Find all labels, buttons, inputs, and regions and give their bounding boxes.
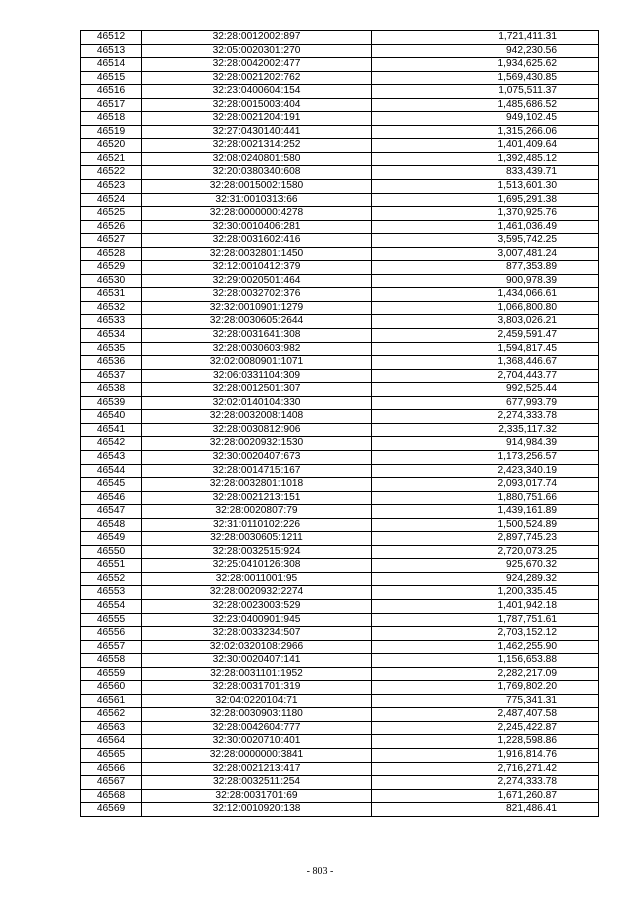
- amount-cell: 2,282,217.09: [372, 667, 599, 681]
- amount-cell: 1,315,266.06: [372, 125, 599, 139]
- amount-cell: 1,200,335.45: [372, 586, 599, 600]
- table-row: [81, 681, 599, 695]
- cadastral-number-cell: 32:28:0031701:319: [142, 681, 372, 695]
- row-number-cell: 46521: [81, 152, 142, 166]
- cadastral-number-cell: 32:08:0240801:580: [142, 152, 372, 166]
- row-number-cell: 46544: [81, 464, 142, 478]
- cadastral-number-cell: 32:28:0042002:477: [142, 58, 372, 72]
- amount-cell: 1,461,036.49: [372, 220, 599, 234]
- cadastral-number-cell: 32:29:0020501:464: [142, 274, 372, 288]
- cadastral-number-cell: 32:28:0021213:417: [142, 762, 372, 776]
- row-number-cell: 46555: [81, 613, 142, 627]
- cadastral-number-cell: 32:28:0015002:1580: [142, 180, 372, 194]
- amount-cell: 1,173,256.57: [372, 450, 599, 464]
- table-row: [81, 58, 599, 72]
- row-number-cell: 46567: [81, 776, 142, 790]
- row-number-cell: 46549: [81, 532, 142, 546]
- cadastral-number-cell: 32:20:0380340:608: [142, 166, 372, 180]
- amount-cell: 1,066,800.80: [372, 301, 599, 315]
- row-number-cell: 46529: [81, 261, 142, 275]
- amount-cell: 1,228,598.86: [372, 735, 599, 749]
- table-row: [81, 478, 599, 492]
- row-number-cell: 46564: [81, 735, 142, 749]
- row-number-cell: 46523: [81, 180, 142, 194]
- table-row: [81, 152, 599, 166]
- row-number-cell: 46554: [81, 599, 142, 613]
- cadastral-number-cell: 32:28:0020932:2274: [142, 586, 372, 600]
- table-row: [81, 735, 599, 749]
- table-row: [81, 627, 599, 641]
- row-number-cell: 46547: [81, 505, 142, 519]
- cadastral-number-cell: 32:28:0030903:1180: [142, 708, 372, 722]
- cadastral-number-cell: 32:02:0320108:2966: [142, 640, 372, 654]
- table-row: [81, 71, 599, 85]
- row-number-cell: 46569: [81, 803, 142, 817]
- amount-cell: 1,934,625.62: [372, 58, 599, 72]
- row-number-cell: 46562: [81, 708, 142, 722]
- table-row: [81, 532, 599, 546]
- row-number-cell: 46557: [81, 640, 142, 654]
- table-row: [81, 261, 599, 275]
- table-row: [81, 491, 599, 505]
- amount-cell: 1,787,751.61: [372, 613, 599, 627]
- table-row: [81, 112, 599, 126]
- amount-cell: 1,513,601.30: [372, 180, 599, 194]
- row-number-cell: 46551: [81, 559, 142, 573]
- amount-cell: 1,370,925.76: [372, 207, 599, 221]
- row-number-cell: 46541: [81, 423, 142, 437]
- row-number-cell: 46561: [81, 694, 142, 708]
- page-number: - 803 -: [306, 866, 334, 877]
- amount-cell: 1,916,814.76: [372, 748, 599, 762]
- table-row: [81, 599, 599, 613]
- cadastral-number-cell: 32:30:0020407:673: [142, 450, 372, 464]
- amount-cell: 2,897,745.23: [372, 532, 599, 546]
- row-number-cell: 46553: [81, 586, 142, 600]
- amount-cell: 877,353.89: [372, 261, 599, 275]
- cadastral-number-cell: 32:28:0032511:254: [142, 776, 372, 790]
- table-row: [81, 721, 599, 735]
- table-row: [81, 803, 599, 817]
- cadastral-number-cell: 32:28:0030603:982: [142, 342, 372, 356]
- cadastral-number-cell: 32:23:0400604:154: [142, 85, 372, 99]
- cadastral-number-cell: 32:32:0010901:1279: [142, 301, 372, 315]
- amount-cell: 2,459,591.47: [372, 329, 599, 343]
- amount-cell: 914,984.39: [372, 437, 599, 451]
- cadastral-number-cell: 32:06:0331104:309: [142, 369, 372, 383]
- cadastral-number-cell: 32:28:0021204:191: [142, 112, 372, 126]
- table-row: [81, 31, 599, 45]
- cadastral-number-cell: 32:30:0010406:281: [142, 220, 372, 234]
- amount-cell: 2,274,333.78: [372, 776, 599, 790]
- amount-cell: 949,102.45: [372, 112, 599, 126]
- cadastral-number-cell: 32:28:0011001:95: [142, 572, 372, 586]
- table-row: [81, 654, 599, 668]
- row-number-cell: 46568: [81, 789, 142, 803]
- cadastral-number-cell: 32:02:0140104:330: [142, 396, 372, 410]
- amount-cell: 1,485,686.52: [372, 98, 599, 112]
- row-number-cell: 46525: [81, 207, 142, 221]
- table-row: [81, 180, 599, 194]
- row-number-cell: 46516: [81, 85, 142, 99]
- row-number-cell: 46539: [81, 396, 142, 410]
- cadastral-number-cell: 32:28:0012002:897: [142, 31, 372, 45]
- table-row: [81, 776, 599, 790]
- cadastral-number-cell: 32:02:0080901:1071: [142, 356, 372, 370]
- row-number-cell: 46518: [81, 112, 142, 126]
- cadastral-number-cell: 32:05:0020301:270: [142, 44, 372, 58]
- row-number-cell: 46530: [81, 274, 142, 288]
- row-number-cell: 46534: [81, 329, 142, 343]
- row-number-cell: 46552: [81, 572, 142, 586]
- table-row: [81, 220, 599, 234]
- row-number-cell: 46537: [81, 369, 142, 383]
- table-row: [81, 464, 599, 478]
- table-row: [81, 694, 599, 708]
- table-row: [81, 301, 599, 315]
- row-number-cell: 46556: [81, 627, 142, 641]
- cadastral-number-cell: 32:12:0010920:138: [142, 803, 372, 817]
- cadastral-number-cell: 32:04:0220104:71: [142, 694, 372, 708]
- cadastral-number-cell: 32:28:0030812:906: [142, 423, 372, 437]
- cadastral-number-cell: 32:28:0030605:1211: [142, 532, 372, 546]
- row-number-cell: 46545: [81, 478, 142, 492]
- row-number-cell: 46520: [81, 139, 142, 153]
- table-row: [81, 410, 599, 424]
- row-number-cell: 46527: [81, 234, 142, 248]
- cadastral-number-cell: 32:28:0031602:416: [142, 234, 372, 248]
- row-number-cell: 46532: [81, 301, 142, 315]
- row-number-cell: 46515: [81, 71, 142, 85]
- amount-cell: 2,274,333.78: [372, 410, 599, 424]
- table-row: [81, 613, 599, 627]
- table-row: [81, 98, 599, 112]
- amount-cell: 1,392,485.12: [372, 152, 599, 166]
- row-number-cell: 46563: [81, 721, 142, 735]
- row-number-cell: 46531: [81, 288, 142, 302]
- amount-cell: 992,525.44: [372, 383, 599, 397]
- cadastral-number-cell: 32:28:0023003:529: [142, 599, 372, 613]
- table-row: [81, 44, 599, 58]
- cadastral-number-cell: 32:25:0410126:308: [142, 559, 372, 573]
- cadastral-number-cell: 32:28:0042604:777: [142, 721, 372, 735]
- amount-cell: 677,993.79: [372, 396, 599, 410]
- cadastral-number-cell: 32:28:0000000:4278: [142, 207, 372, 221]
- amount-cell: 1,401,942.18: [372, 599, 599, 613]
- table-row: [81, 748, 599, 762]
- table-row: [81, 383, 599, 397]
- table-row: [81, 274, 599, 288]
- cadastral-number-cell: 32:28:0032702:376: [142, 288, 372, 302]
- table-row: [81, 139, 599, 153]
- amount-cell: 821,486.41: [372, 803, 599, 817]
- amount-cell: 2,335,117.32: [372, 423, 599, 437]
- table-row: [81, 342, 599, 356]
- table-row: [81, 356, 599, 370]
- cadastral-number-cell: 32:12:0010412:379: [142, 261, 372, 275]
- table-row: [81, 505, 599, 519]
- table-row: [81, 247, 599, 261]
- amount-cell: 1,439,161.89: [372, 505, 599, 519]
- table-row: [81, 193, 599, 207]
- amount-cell: 900,978.39: [372, 274, 599, 288]
- cadastral-number-cell: 32:23:0400901:945: [142, 613, 372, 627]
- amount-cell: 833,439.71: [372, 166, 599, 180]
- amount-cell: 1,594,817.45: [372, 342, 599, 356]
- cadastral-number-cell: 32:28:0031101:1952: [142, 667, 372, 681]
- row-number-cell: 46538: [81, 383, 142, 397]
- amount-cell: 775,341.31: [372, 694, 599, 708]
- table-row: [81, 329, 599, 343]
- cadastral-number-cell: 32:27:0430140:441: [142, 125, 372, 139]
- amount-cell: 2,703,152.12: [372, 627, 599, 641]
- cadastral-value-table: [80, 30, 599, 817]
- amount-cell: 3,595,742.25: [372, 234, 599, 248]
- table-row: [81, 423, 599, 437]
- table-row: [81, 207, 599, 221]
- table-body: [81, 31, 599, 817]
- amount-cell: 1,156,653.88: [372, 654, 599, 668]
- amount-cell: 2,716,271.42: [372, 762, 599, 776]
- cadastral-number-cell: 32:28:0021202:762: [142, 71, 372, 85]
- table-row: [81, 708, 599, 722]
- table-row: [81, 667, 599, 681]
- amount-cell: 3,007,481.24: [372, 247, 599, 261]
- row-number-cell: 46548: [81, 518, 142, 532]
- cadastral-number-cell: 32:28:0012501:307: [142, 383, 372, 397]
- table-row: [81, 166, 599, 180]
- amount-cell: 1,695,291.38: [372, 193, 599, 207]
- cadastral-number-cell: 32:28:0014715:167: [142, 464, 372, 478]
- amount-cell: 2,093,017.74: [372, 478, 599, 492]
- cadastral-number-cell: 32:28:0021314:252: [142, 139, 372, 153]
- amount-cell: 942,230.56: [372, 44, 599, 58]
- amount-cell: 1,434,066.61: [372, 288, 599, 302]
- amount-cell: 925,670.32: [372, 559, 599, 573]
- row-number-cell: 46540: [81, 410, 142, 424]
- row-number-cell: 46513: [81, 44, 142, 58]
- row-number-cell: 46565: [81, 748, 142, 762]
- cadastral-number-cell: 32:28:0015003:404: [142, 98, 372, 112]
- cadastral-number-cell: 32:28:0031701:69: [142, 789, 372, 803]
- cadastral-number-cell: 32:30:0020407:141: [142, 654, 372, 668]
- table-row: [81, 437, 599, 451]
- table-row: [81, 572, 599, 586]
- cadastral-number-cell: 32:28:0032801:1018: [142, 478, 372, 492]
- table-row: [81, 315, 599, 329]
- cadastral-number-cell: 32:28:0030605:2644: [142, 315, 372, 329]
- table-row: [81, 125, 599, 139]
- amount-cell: 2,245,422.87: [372, 721, 599, 735]
- table-row: [81, 450, 599, 464]
- cadastral-number-cell: 32:31:0010313:66: [142, 193, 372, 207]
- table-row: [81, 586, 599, 600]
- row-number-cell: 46522: [81, 166, 142, 180]
- row-number-cell: 46517: [81, 98, 142, 112]
- row-number-cell: 46542: [81, 437, 142, 451]
- cadastral-number-cell: 32:31:0110102:226: [142, 518, 372, 532]
- table-row: [81, 789, 599, 803]
- amount-cell: 2,423,340.19: [372, 464, 599, 478]
- row-number-cell: 46519: [81, 125, 142, 139]
- amount-cell: 2,487,407.58: [372, 708, 599, 722]
- amount-cell: 1,721,411.31: [372, 31, 599, 45]
- table-row: [81, 288, 599, 302]
- amount-cell: 1,880,751.66: [372, 491, 599, 505]
- table-row: [81, 369, 599, 383]
- table-row: [81, 762, 599, 776]
- amount-cell: 1,075,511.37: [372, 85, 599, 99]
- row-number-cell: 46543: [81, 450, 142, 464]
- row-number-cell: 46566: [81, 762, 142, 776]
- row-number-cell: 46536: [81, 356, 142, 370]
- table-row: [81, 559, 599, 573]
- amount-cell: 1,500,524.89: [372, 518, 599, 532]
- amount-cell: 1,769,802.20: [372, 681, 599, 695]
- table-row: [81, 85, 599, 99]
- cadastral-number-cell: 32:28:0031641:308: [142, 329, 372, 343]
- table-row: [81, 640, 599, 654]
- cadastral-number-cell: 32:28:0020932:1530: [142, 437, 372, 451]
- row-number-cell: 46528: [81, 247, 142, 261]
- cadastral-number-cell: 32:28:0021213:151: [142, 491, 372, 505]
- row-number-cell: 46524: [81, 193, 142, 207]
- row-number-cell: 46546: [81, 491, 142, 505]
- table-row: [81, 545, 599, 559]
- cadastral-number-cell: 32:28:0032801:1450: [142, 247, 372, 261]
- amount-cell: 1,569,430.85: [372, 71, 599, 85]
- amount-cell: 2,720,073.25: [372, 545, 599, 559]
- row-number-cell: 46558: [81, 654, 142, 668]
- cadastral-number-cell: 32:28:0032515:924: [142, 545, 372, 559]
- amount-cell: 1,401,409.64: [372, 139, 599, 153]
- cadastral-number-cell: 32:28:0020807:79: [142, 505, 372, 519]
- amount-cell: 1,462,255.90: [372, 640, 599, 654]
- table-row: [81, 396, 599, 410]
- row-number-cell: 46560: [81, 681, 142, 695]
- row-number-cell: 46535: [81, 342, 142, 356]
- table-row: [81, 234, 599, 248]
- amount-cell: 1,671,260.87: [372, 789, 599, 803]
- amount-cell: 924,289.32: [372, 572, 599, 586]
- table-row: [81, 518, 599, 532]
- row-number-cell: 46533: [81, 315, 142, 329]
- cadastral-number-cell: 32:28:0033234:507: [142, 627, 372, 641]
- row-number-cell: 46512: [81, 31, 142, 45]
- row-number-cell: 46514: [81, 58, 142, 72]
- row-number-cell: 46550: [81, 545, 142, 559]
- row-number-cell: 46526: [81, 220, 142, 234]
- cadastral-number-cell: 32:28:0032008:1408: [142, 410, 372, 424]
- cadastral-number-cell: 32:28:0000000:3841: [142, 748, 372, 762]
- amount-cell: 3,803,026.21: [372, 315, 599, 329]
- amount-cell: 1,368,446.67: [372, 356, 599, 370]
- row-number-cell: 46559: [81, 667, 142, 681]
- amount-cell: 2,704,443.77: [372, 369, 599, 383]
- cadastral-number-cell: 32:30:0020710:401: [142, 735, 372, 749]
